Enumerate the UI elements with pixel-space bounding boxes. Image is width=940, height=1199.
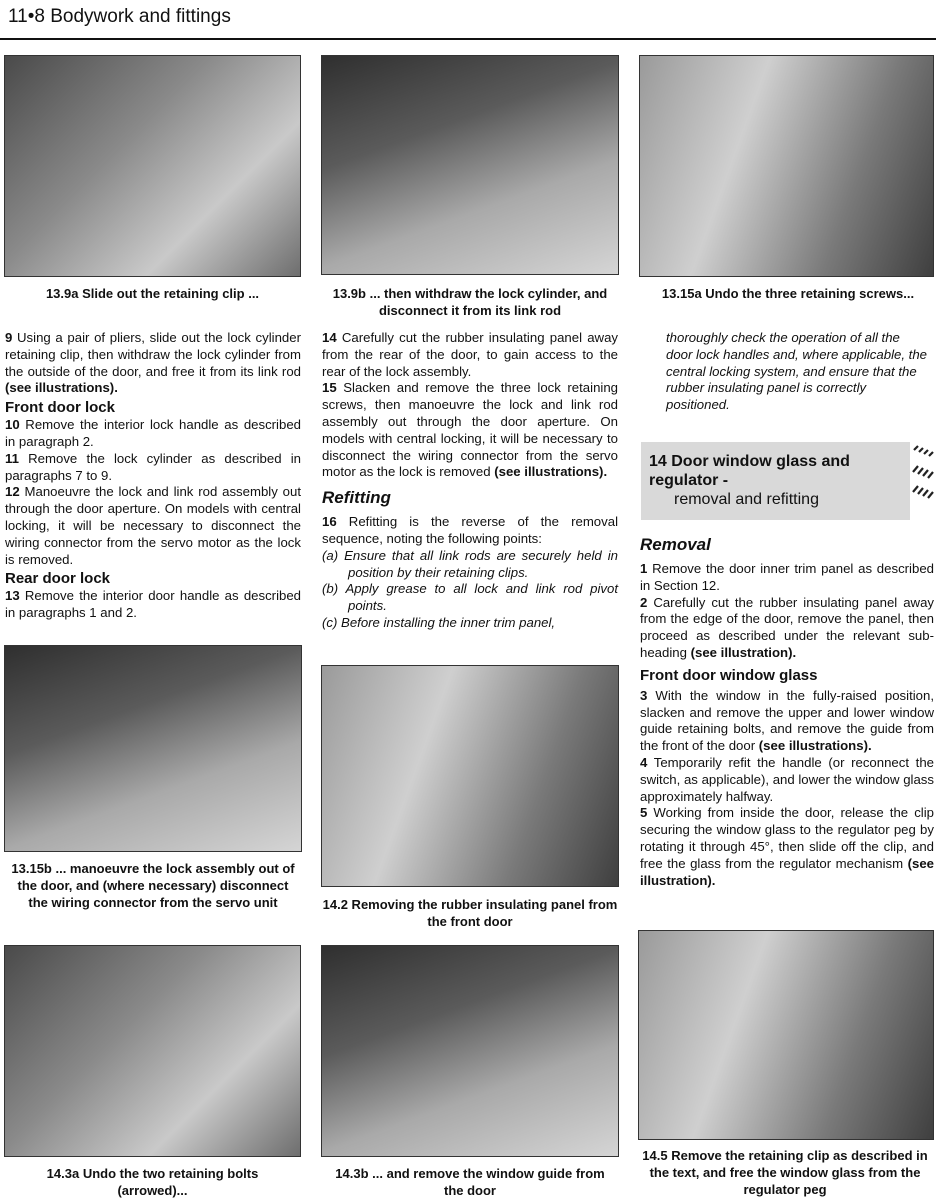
caption-13-9a: 13.9a Slide out the retaining clip ... bbox=[45, 286, 260, 301]
list-item-b: (b) Apply grease to all lock and link rod pivot points. bbox=[322, 581, 618, 614]
caption-13-15b: 13.15b ... manoeuvre the lock assembly out of the door, and (where necessary) disconnect the wiring connector from the servo unit bbox=[11, 861, 295, 910]
column-1-text: 9 Using a pair of pliers, slide out the lock cylinder retaining clip, then withdraw the lock cylinder from the outside of the door, and free it from its link rod (see illustrations). Front door lock 10 Remove the interior lock handle as described in paragraph 2. 11 Remove the lock cylinder as described in paragraphs 7 to 9. 12 Manoeuvre the lock and link rod assembly out through the door aperture. On models with central locking, it will be necessary to disconnect the wiring connector from the servo motor as the lock is removed. Rear door lock 13 Remove the interior door handle as described in paragraphs 1 and 2. bbox=[5, 330, 301, 621]
page-header-title: 11•8 Bodywork and fittings bbox=[8, 6, 231, 27]
section-14-title: 14 Door window glass and regulator - bbox=[649, 453, 850, 489]
caption-14-2: 14.2 Removing the rubber insulating panel from the front door bbox=[322, 897, 618, 929]
heading-refitting: Refitting bbox=[322, 488, 391, 508]
column-2-text: 14 Carefully cut the rubber insulating panel away from the rear of the door, to gain access to the rear of the lock assembly. 15 Slacken and remove the three lock retaining screws, then manoeuvre the lock and link rod assembly out through the door aperture. On models with central locking, it will be necessary to disconnect the wiring connector from the servo motor as the lock is removed (see illustrations). Refitting 16 Refitting is the reverse of the removal sequence, noting the following points: (a) Ensure that all link rods are securely held in position by their retaining clips. (b) Apply grease to all lock and link rod pivot points. (c) Before installing the inner trim panel, bbox=[322, 330, 618, 630]
photo-13-9a bbox=[4, 55, 301, 277]
photo-13-9b bbox=[321, 55, 619, 275]
caption-13-15a: 13.15a Undo the three retaining screws... bbox=[661, 286, 915, 301]
heading-front-door-lock: Front door lock bbox=[5, 399, 115, 417]
caption-13-9b: 13.9b ... then withdraw the lock cylinder, and disconnect it from its link rod bbox=[332, 286, 608, 318]
caption-14-5: 14.5 Remove the retaining clip as described in the text, and free the window glass from the regulator peg bbox=[642, 1148, 928, 1197]
list-item-a: (a) Ensure that all link rods are securely held in position by their retaining clips. bbox=[322, 547, 618, 580]
photo-14-3b bbox=[321, 945, 619, 1157]
photo-14-5 bbox=[638, 930, 934, 1140]
caption-14-3a: 14.3a Undo the two retaining bolts (arrowed)... bbox=[46, 1166, 259, 1198]
photo-14-2 bbox=[321, 665, 619, 887]
heading-rear-door-lock: Rear door lock bbox=[5, 570, 111, 588]
column-3-text: Removal 1 Remove the door inner trim panel as described in Section 12. 2 Carefully cut the rubber insulating panel away from the edge of the door, remove the panel, then proceed as described under the relevant sub-heading (see illustration). Front door window glass 3 With the window in the fully-raised position, slacken and remove the upper and lower window guide retaining bolts, and remove the guide from the front of the door (see illustrations). 4 Temporarily refit the handle (or reconnect the switch, as applicable), and lower the window glass approximately halfway. 5 Working from inside the door, release the clip securing the window glass to the regulator peg by rotating it through 45°, then slide off the clip, and free the glass from the regulator mechanism (see illustration). bbox=[640, 535, 934, 888]
page-header bbox=[0, 0, 936, 40]
heading-removal: Removal bbox=[640, 535, 711, 554]
caption-14-3b: 14.3b ... and remove the window guide from the door bbox=[335, 1166, 605, 1198]
section-14-box bbox=[641, 442, 910, 520]
difficulty-spanner-icon bbox=[910, 442, 934, 500]
photo-13-15b bbox=[4, 645, 302, 852]
section-14-subtitle: removal and refitting bbox=[674, 491, 819, 508]
photo-13-15a bbox=[639, 55, 934, 277]
list-item-c: (c) Before installing the inner trim panel, bbox=[322, 614, 556, 630]
photo-14-3a bbox=[4, 945, 301, 1157]
heading-front-door-window-glass: Front door window glass bbox=[640, 666, 818, 684]
column-3-continuation: thoroughly check the operation of all the door lock handles and, where applicable, the central locking system, and ensure that the rubber insulating panel is correctly positioned. bbox=[666, 330, 927, 413]
